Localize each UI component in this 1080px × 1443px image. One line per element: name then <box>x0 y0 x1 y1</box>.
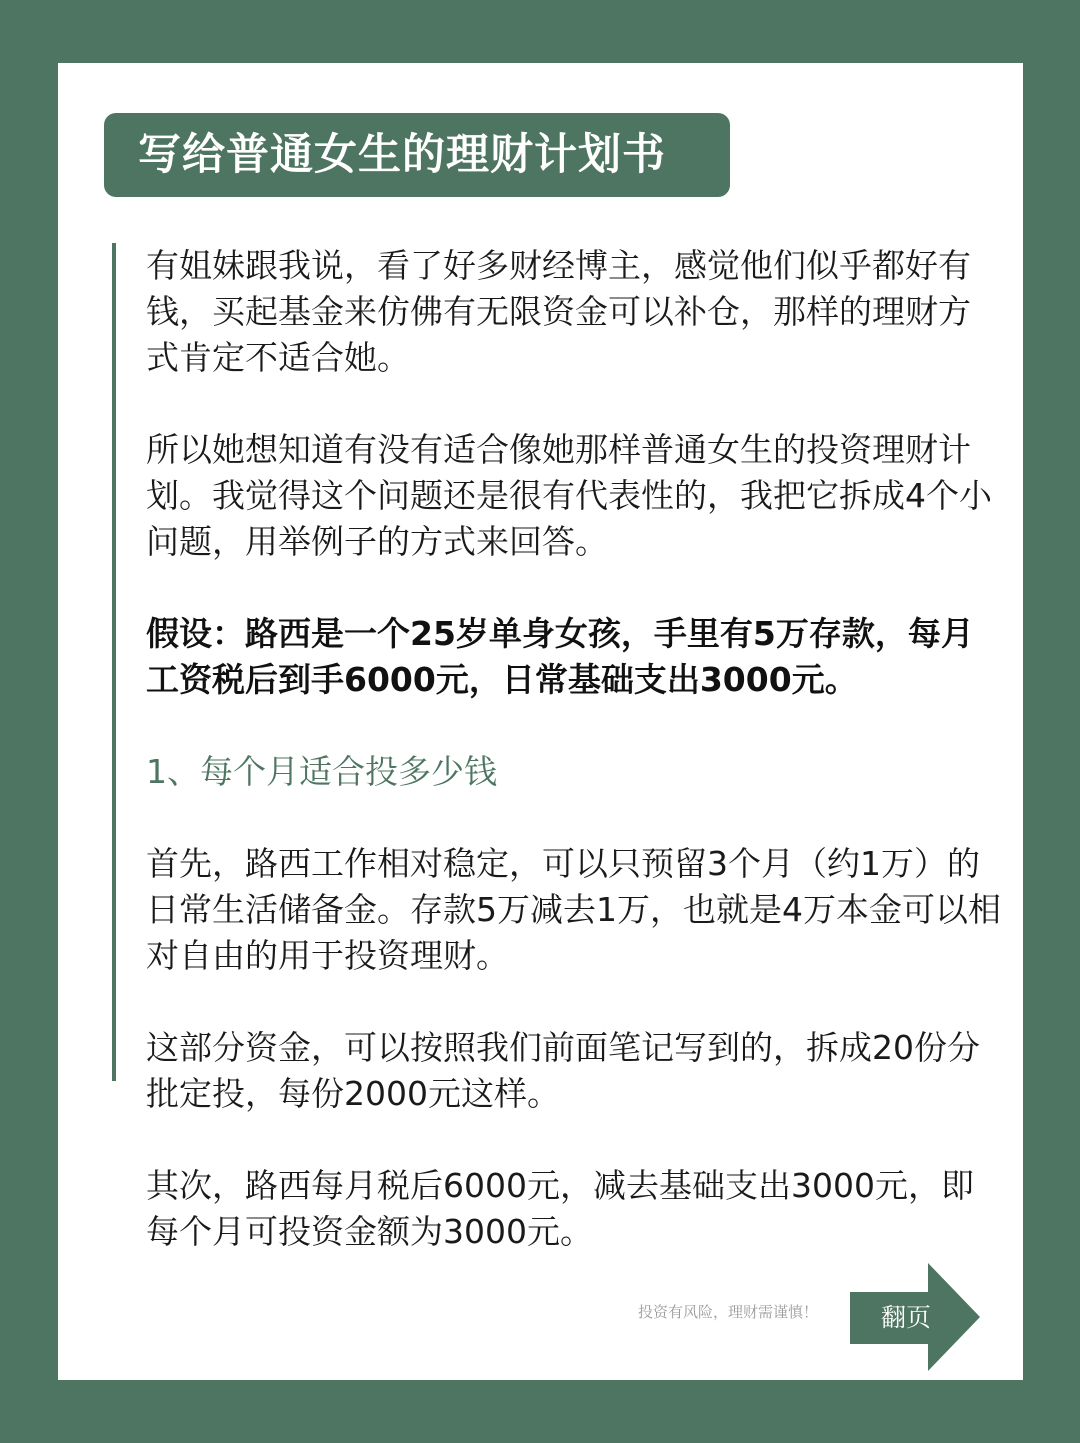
paragraph-assumption: 假设：路西是一个25岁单身女孩，手里有5万存款，每月工资税后到手6000元，日常基础支出3000元。 <box>146 614 974 699</box>
paragraph-question: 所以她想知道有没有适合像她那样普通女生的投资理财计划。我觉得这个问题还是很有代表性的，我把它拆成4个小问题，用举例子的方式来回答。 <box>146 430 992 561</box>
content-card <box>58 63 1023 1380</box>
next-page-button[interactable] <box>850 1263 980 1373</box>
paragraph-monthly: 其次，路西每月税后6000元，减去基础支出3000元，即每个月可投资金额为3000元。 <box>146 1166 974 1251</box>
next-page-label: 翻页 <box>880 1303 931 1332</box>
risk-disclaimer: 投资有风险，理财需谨慎！ <box>638 1303 819 1321</box>
paragraph-first: 首先，路西工作相对稳定，可以只预留3个月（约1万）的日常生活储备金。存款5万减去1万，也就是4万本金可以相对自由的用于投资理财。 <box>146 844 1001 975</box>
quote-bar <box>112 243 116 1081</box>
section-heading-1: 1、每个月适合投多少钱 <box>146 752 497 791</box>
article-body <box>146 243 1001 1301</box>
paragraph-split: 这部分资金，可以按照我们前面笔记写到的，拆成20份分批定投，每份2000元这样。 <box>146 1028 980 1113</box>
paragraph-intro: 有姐妹跟我说，看了好多财经博主，感觉他们似乎都好有钱，买起基金来仿佛有无限资金可以补仓，那样的理财方式肯定不适合她。 <box>146 246 971 377</box>
page-title: 写给普通女生的理财计划书 <box>104 113 730 197</box>
